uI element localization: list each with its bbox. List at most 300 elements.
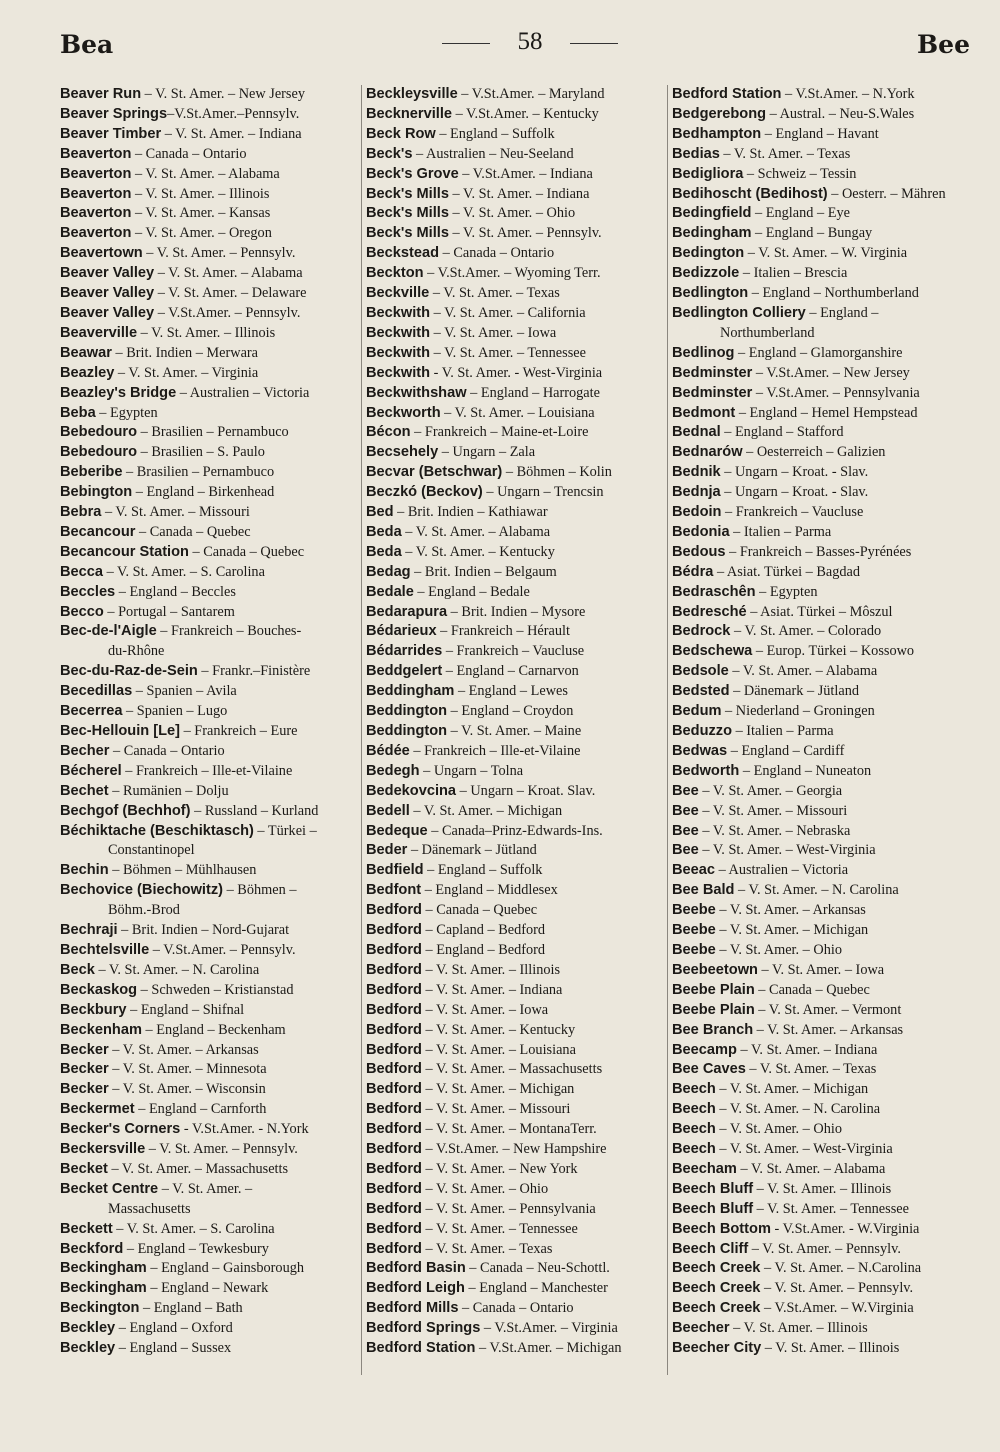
place-name: Beazley [60, 364, 115, 381]
place-name: Beckleysville [366, 86, 458, 102]
place-location: – England – Bath [139, 1300, 243, 1317]
place-location: – V. St. Amer. – Michigan [409, 802, 563, 819]
place-name: Beebe Plain [672, 981, 755, 998]
place-location: – Italien – Parma [732, 723, 834, 739]
place-name: Beckwith [366, 364, 431, 381]
place-name: Bednal [672, 424, 721, 441]
gazetteer-entry [672, 204, 970, 224]
place-location: – V. St. Amer. – Wisconsin [108, 1081, 266, 1098]
gazetteer-entry [60, 344, 356, 364]
entry-columns [60, 85, 970, 1385]
place-location: – Ungarn – Kroat. - Slav. [720, 484, 869, 501]
place-location: – Frankreich – Basses-Pyrénées [725, 543, 912, 560]
gazetteer-entry [366, 125, 662, 145]
gazetteer-entry [366, 165, 662, 185]
gazetteer-entry [60, 622, 356, 662]
place-location: – Spanien – Avila [132, 683, 237, 700]
gazetteer-entry [366, 901, 662, 921]
gazetteer-entry [672, 603, 970, 623]
place-name: Beaver Springs [60, 105, 168, 122]
place-location: – Australien – Victoria [715, 862, 849, 879]
place-location: - V. St. Amer. - West-Virginia [430, 364, 603, 381]
running-head-left: Bea [60, 30, 114, 59]
gazetteer-entry [672, 642, 970, 662]
place-name: Beebe Plain [672, 1001, 755, 1018]
place-name: Beck's Mills [366, 205, 449, 222]
place-location: – V.St.Amer. – New Jersey [752, 364, 910, 381]
place-name: Bedmont [672, 404, 736, 421]
place-location: – V. St. Amer. – New York [421, 1160, 578, 1177]
place-location: – Asiat. Türkei – Bagdad [713, 563, 861, 580]
place-name: Bedford [366, 1220, 422, 1237]
place-name: Bedford [366, 922, 422, 939]
gazetteer-entry [366, 1021, 662, 1041]
gazetteer-entry [672, 125, 970, 145]
place-name: Becker [60, 1041, 109, 1058]
place-location: – England – Bedford [421, 941, 546, 958]
place-location: – Frankreich – Bouches- [156, 623, 302, 640]
place-name: Bednarów [672, 444, 743, 461]
place-name: Becerrea [60, 703, 123, 720]
place-name: Beazley's Bridge [60, 384, 177, 401]
place-location: – England – Nuneaton [739, 762, 872, 779]
place-name: Beckworth [366, 404, 441, 421]
gazetteer-entry [366, 1120, 662, 1140]
gazetteer-entry [366, 921, 662, 941]
place-location: – Oesterreich – Galizien [742, 444, 886, 461]
place-location: – V.St.Amer. – Kentucky [452, 105, 599, 122]
place-name: Beck [60, 961, 95, 978]
place-name: Bednik [672, 464, 721, 481]
gazetteer-entry [60, 165, 356, 185]
place-name: Becker [60, 1061, 109, 1078]
gazetteer-entry [60, 682, 356, 702]
gazetteer-entry [366, 1180, 662, 1200]
place-name: Bedminster [672, 364, 753, 381]
gazetteer-entry [366, 722, 662, 742]
place-name: Bedford [366, 1180, 422, 1197]
place-name: Bedizzole [672, 265, 740, 282]
place-name: Bedhampton [672, 125, 762, 142]
gazetteer-entry [366, 802, 662, 822]
place-name: Bee [672, 802, 699, 819]
place-location: – England – Croydon [447, 703, 574, 720]
gazetteer-entry [60, 145, 356, 165]
place-name: Bedraschên [672, 583, 756, 600]
place-location: – V. St. Amer. – Indiana [161, 125, 302, 142]
place-name: Bedford Leigh [366, 1280, 465, 1297]
gazetteer-entry [672, 503, 970, 523]
place-location-continuation: Massachusetts [108, 1200, 191, 1217]
gazetteer-entry [366, 423, 662, 443]
place-name: Beckingham [60, 1280, 147, 1297]
place-name: Beaverton [60, 225, 132, 242]
place-name: Bee Caves [672, 1061, 746, 1078]
gazetteer-entry [672, 344, 970, 364]
gazetteer-entry [60, 762, 356, 782]
place-name: Bedeque [366, 822, 428, 839]
gazetteer-entry [60, 185, 356, 205]
place-name: Bebedouro [60, 444, 138, 461]
gazetteer-entry [672, 682, 970, 702]
place-location: – V. St. Amer. – Missouri [421, 1101, 571, 1118]
place-name: Beaverton [60, 165, 132, 182]
place-location: – V. St. Amer. – Nebraska [698, 822, 851, 839]
place-location: – V. St. Amer. – Illinois [753, 1180, 892, 1197]
gazetteer-entry [366, 463, 662, 483]
place-location: – Brit. Indien – Belgaum [410, 563, 557, 580]
place-name: Beaverton [60, 145, 132, 162]
place-name: Bee Branch [672, 1021, 754, 1038]
place-name: Bedous [672, 543, 726, 560]
place-name: Beckwithshaw [366, 384, 467, 401]
gazetteer-entry [366, 1200, 662, 1220]
gazetteer-entry [60, 1120, 356, 1140]
gazetteer-entry [60, 1279, 356, 1299]
place-location: – V. St. Amer. – Kansas [131, 205, 271, 222]
place-name: Beech [672, 1081, 716, 1098]
place-name: Beaverton [60, 185, 132, 202]
gazetteer-entry [672, 1220, 970, 1240]
place-location: – V. St. Amer. – Missouri [698, 802, 848, 819]
place-name: Bechovice (Biechowitz) [60, 882, 223, 899]
place-location: – V. St. Amer. – Pennsylv. [748, 1240, 901, 1257]
place-location: – V. St. Amer. – Indiana [421, 981, 563, 998]
place-name: Bécon [366, 424, 411, 441]
place-name: Beccles [60, 583, 116, 600]
gazetteer-entry [672, 165, 970, 185]
place-name: Becco [60, 603, 104, 620]
gazetteer-entry [366, 782, 662, 802]
gazetteer-entry [366, 563, 662, 583]
place-name: Bedekovcina [366, 782, 457, 799]
place-name: Becker's Corners [60, 1121, 181, 1138]
place-name: Beczkó (Beckov) [366, 484, 483, 501]
place-location: – V. St. Amer. – Illinois [421, 961, 561, 978]
gazetteer-entry [366, 384, 662, 404]
place-name: Bedford [366, 1041, 422, 1058]
place-name: Becancour [60, 523, 136, 540]
place-name: Bechgof (Bechhof) [60, 802, 191, 819]
gazetteer-entry [366, 543, 662, 563]
place-name: Beaver Valley [60, 265, 155, 282]
gazetteer-entry [672, 622, 970, 642]
place-location: – Ungarn – Zala [438, 444, 536, 461]
gazetteer-entry [366, 503, 662, 523]
place-location: – V. St. Amer. – Iowa [421, 1001, 549, 1018]
gazetteer-entry [672, 662, 970, 682]
place-name: Bedford Station [672, 86, 782, 102]
place-location: – V. St. Amer. – Massachusetts [107, 1160, 289, 1177]
place-name: Beckbury [60, 1001, 127, 1018]
gazetteer-entry [366, 145, 662, 165]
place-name: Beckaskog [60, 981, 138, 998]
place-location: – V. St. Amer. – Pennsylv. [760, 1280, 914, 1297]
place-location: – V. St. Amer. – Indiana [736, 1041, 878, 1058]
gazetteer-entry [60, 742, 356, 762]
place-location: – V. St. Amer. – Michigan [421, 1081, 575, 1098]
gazetteer-entry [672, 822, 970, 842]
place-name: Becket [60, 1160, 108, 1177]
place-location: – V. St. Amer. – Ohio [421, 1180, 549, 1197]
place-name: Béchiktache (Beschiktasch) [60, 822, 254, 839]
place-location: – V. St. Amer. – Iowa [430, 324, 557, 341]
gazetteer-entry [60, 284, 356, 304]
place-location: – V. St. Amer. – Michigan [715, 922, 869, 939]
place-name: Beddingham [366, 683, 455, 700]
place-name: Beda [366, 523, 402, 540]
place-name: Bedington [672, 245, 745, 262]
gazetteer-entry [60, 1160, 356, 1180]
gazetteer-entry [672, 881, 970, 901]
gazetteer-entry [366, 1001, 662, 1021]
place-location: – England – Newark [146, 1280, 269, 1297]
gazetteer-entry [366, 1279, 662, 1299]
place-location: – England – Suffolk [435, 125, 555, 142]
place-location: – V. St. Amer. – Illinois [131, 185, 270, 202]
place-location: – V. St. Amer. – N. Carolina [715, 1101, 881, 1118]
place-location: – V. St. Amer. – California [430, 304, 586, 321]
place-location: – Ungarn – Tolna [419, 762, 524, 779]
place-name: Beck's Grove [366, 165, 459, 182]
place-name: Beddington [366, 703, 448, 720]
place-location: – Brasilien – Pernambuco [137, 424, 289, 441]
place-location: – V. St. Amer. – S. Carolina [103, 563, 265, 580]
place-location: – Dänemark – Jütland [729, 683, 860, 700]
place-location: – V. St. Amer. – Pennsylvania [421, 1200, 596, 1217]
place-name: Bedegh [366, 762, 420, 779]
place-name: Beckstead [366, 245, 440, 262]
place-name: Bednja [672, 484, 721, 501]
place-location: – V. St. Amer. – Missouri [101, 504, 250, 521]
place-name: Bedford Station [366, 1340, 476, 1357]
place-name: Beck Row [366, 125, 436, 142]
place-name: Bedsted [672, 683, 730, 700]
gazetteer-entry [366, 742, 662, 762]
place-name: Bee [672, 842, 699, 859]
place-location: – V. St. Amer. – Ohio [715, 1121, 842, 1138]
place-location: – V. St. Amer. – Pennsylv. [142, 245, 296, 262]
place-location-continuation: Northumberland [720, 324, 815, 341]
place-name: Bedag [366, 563, 411, 580]
place-location: – V. St. Amer. – [158, 1180, 253, 1197]
place-name: Bedell [366, 802, 410, 819]
place-name: Bedford [366, 981, 422, 998]
place-name: Bechtelsville [60, 941, 150, 958]
gazetteer-entry [366, 85, 662, 105]
place-location: – V. St. Amer. – Vermont [754, 1001, 902, 1018]
place-location: – Canada – Ontario [439, 245, 555, 262]
gazetteer-entry [672, 583, 970, 603]
place-name: Bedford Springs [366, 1320, 481, 1337]
place-location-continuation: Böhm.-Brod [108, 902, 180, 919]
place-name: Bedford [366, 1081, 422, 1098]
gazetteer-entry [366, 284, 662, 304]
place-name: Beddgelert [366, 663, 443, 680]
place-name: Bee [672, 782, 699, 799]
place-location: – V. St. Amer. – Texas [745, 1061, 877, 1078]
place-name: Becedillas [60, 683, 133, 700]
gazetteer-entry [366, 443, 662, 463]
gazetteer-entry [60, 423, 356, 443]
gazetteer-entry [60, 204, 356, 224]
gazetteer-entry [60, 404, 356, 424]
place-location: – V. St. Amer. – S. Carolina [112, 1220, 275, 1237]
place-name: Bedoin [672, 504, 722, 521]
place-location: – Frankreich – Vaucluse [442, 643, 585, 660]
place-name: Bee [672, 822, 699, 839]
gazetteer-entry [60, 1220, 356, 1240]
gazetteer-entry [366, 682, 662, 702]
place-location: – V. St. Amer. – Texas [421, 1240, 553, 1257]
gazetteer-entry [366, 1259, 662, 1279]
place-location: – England – Harrogate [466, 384, 600, 401]
gazetteer-entry [366, 1220, 662, 1240]
place-location: – V. St. Amer. – Ohio [715, 941, 842, 958]
place-location: – V.St.Amer. – New Hampshire [421, 1141, 607, 1158]
gazetteer-entry [672, 264, 970, 284]
gazetteer-entry [672, 443, 970, 463]
place-name: Bedsole [672, 663, 729, 680]
place-location: - V.St.Amer. - W.Virginia [770, 1220, 920, 1237]
place-location: – Türkei – [253, 822, 317, 839]
place-location: – Australien – Victoria [176, 384, 310, 401]
gazetteer-entry [672, 702, 970, 722]
place-location: – England – [805, 304, 879, 321]
gazetteer-entry [672, 941, 970, 961]
place-name: Bedford Basin [366, 1260, 466, 1277]
gazetteer-entry [60, 1240, 356, 1260]
place-name: Beech Creek [672, 1280, 761, 1297]
place-name: Bedlinog [672, 344, 735, 361]
place-name: Bedgerebong [672, 105, 767, 122]
gazetteer-entry [366, 1319, 662, 1339]
gazetteer-entry [672, 1021, 970, 1041]
place-location: – V. St. Amer. – Colorado [730, 623, 882, 640]
place-name: Bedford [366, 902, 422, 919]
place-name: Bechin [60, 862, 109, 879]
gazetteer-entry [60, 483, 356, 503]
gazetteer-entry [672, 1180, 970, 1200]
place-location: – England – Bungay [751, 225, 873, 242]
place-name: Beck's [366, 145, 413, 162]
place-location: – Ungarn – Kroat. - Slav. [720, 464, 869, 481]
place-location: – Frankreich – Maine-et-Loire [410, 424, 589, 441]
place-location: – V. St. Amer. – Alabama [401, 523, 551, 540]
gazetteer-entry [60, 105, 356, 125]
place-name: Beaver Run [60, 86, 142, 102]
gazetteer-entry [672, 304, 970, 344]
column-3 [672, 85, 970, 1385]
place-name: Bedlington [672, 285, 749, 302]
place-name: Beckett [60, 1220, 113, 1237]
gazetteer-entry [672, 543, 970, 563]
place-location: – Böhmen – Kolin [502, 464, 612, 481]
gazetteer-entry [366, 523, 662, 543]
place-location: – Australien – Neu-Seeland [412, 145, 574, 162]
gazetteer-entry [672, 1060, 970, 1080]
place-location: – Ungarn – Kroat. Slav. [456, 782, 596, 799]
gazetteer-entry [672, 1140, 970, 1160]
place-name: Bedminster [672, 384, 753, 401]
place-location: – V. St. Amer. – Ohio [448, 205, 576, 222]
gazetteer-entry [60, 802, 356, 822]
place-location: – Spanien – Lugo [122, 703, 228, 720]
place-location: – V. St. Amer. – N.Carolina [760, 1260, 922, 1277]
gazetteer-entry [366, 204, 662, 224]
gazetteer-entry [60, 523, 356, 543]
place-name: Beckwith [366, 324, 431, 341]
place-location: – England – Oxford [115, 1320, 233, 1337]
place-location: – V.St.Amer. – N.York [781, 86, 915, 102]
place-name: Bedford [366, 1061, 422, 1078]
column-divider [667, 85, 668, 1375]
place-location: – Russland – Kurland [190, 802, 319, 819]
place-location: – V. St. Amer. – Pennsylv. [448, 225, 602, 242]
place-location: – Böhmen – Mühlhausen [108, 862, 257, 879]
place-location: – V. St. Amer. – Arkansas [108, 1041, 259, 1058]
place-location: – V.St.Amer. – Pennsylv. [149, 941, 296, 958]
place-location: – Canada – Quebec [135, 523, 251, 540]
place-name: Bedford Mills [366, 1300, 459, 1317]
place-name: Bédarieux [366, 623, 437, 640]
place-name: Bedford [366, 1240, 422, 1257]
place-name: Beech Bluff [672, 1200, 754, 1217]
place-location: – Brit. Indien – Merwara [111, 344, 259, 361]
place-name: Bebra [60, 504, 102, 521]
place-name: Bedschewa [672, 643, 753, 660]
place-location: – V. St. Amer. – Alabama [131, 165, 280, 182]
place-location: – V. St. Amer. – Illinois [729, 1320, 868, 1337]
gazetteer-entry [672, 1160, 970, 1180]
place-name: Beech [672, 1141, 716, 1158]
gazetteer-entry [366, 344, 662, 364]
gazetteer-entry [60, 603, 356, 623]
place-name: Becca [60, 563, 104, 580]
place-location: – V.St.Amer. – Pennsylv. [154, 304, 301, 321]
place-location: – V. St. Amer. – Tennessee [753, 1200, 909, 1217]
place-location: – Frankreich – Ille-et-Vilaine [121, 762, 293, 779]
place-name: Bedigliora [672, 165, 744, 182]
place-name: Beaver Valley [60, 304, 155, 321]
gazetteer-entry [60, 662, 356, 682]
gazetteer-entry [366, 185, 662, 205]
place-name: Becher [60, 742, 110, 759]
gazetteer-entry [672, 1120, 970, 1140]
place-name: Bechet [60, 782, 109, 799]
place-location: – V. St. Amer. – Illinois [761, 1340, 900, 1357]
place-name: Beech Cliff [672, 1240, 749, 1257]
gazetteer-entry [672, 1299, 970, 1319]
gazetteer-entry [672, 1279, 970, 1299]
gazetteer-entry [60, 503, 356, 523]
place-location: – V. St. Amer. – Texas [719, 145, 851, 162]
gazetteer-entry [366, 483, 662, 503]
gazetteer-entry [366, 1100, 662, 1120]
place-name: Beeac [672, 862, 716, 879]
place-location: – V.St.Amer. – Wyoming Terr. [423, 265, 601, 282]
place-name: Beech Creek [672, 1300, 761, 1317]
place-location: – V. St. Amer. – Louisiana [440, 404, 595, 421]
place-name: Beckley [60, 1340, 116, 1357]
place-location: – Niederland – Groningen [721, 703, 875, 720]
place-name: Bec-de-l'Aigle [60, 623, 157, 640]
place-location: – Austral. – Neu-S.Wales [766, 105, 915, 122]
place-location: – Canada – Quebec [754, 981, 870, 998]
place-name: Becker [60, 1081, 109, 1098]
place-location: – Frankreich – Hérault [436, 623, 570, 640]
place-name: Bédarrides [366, 643, 443, 660]
